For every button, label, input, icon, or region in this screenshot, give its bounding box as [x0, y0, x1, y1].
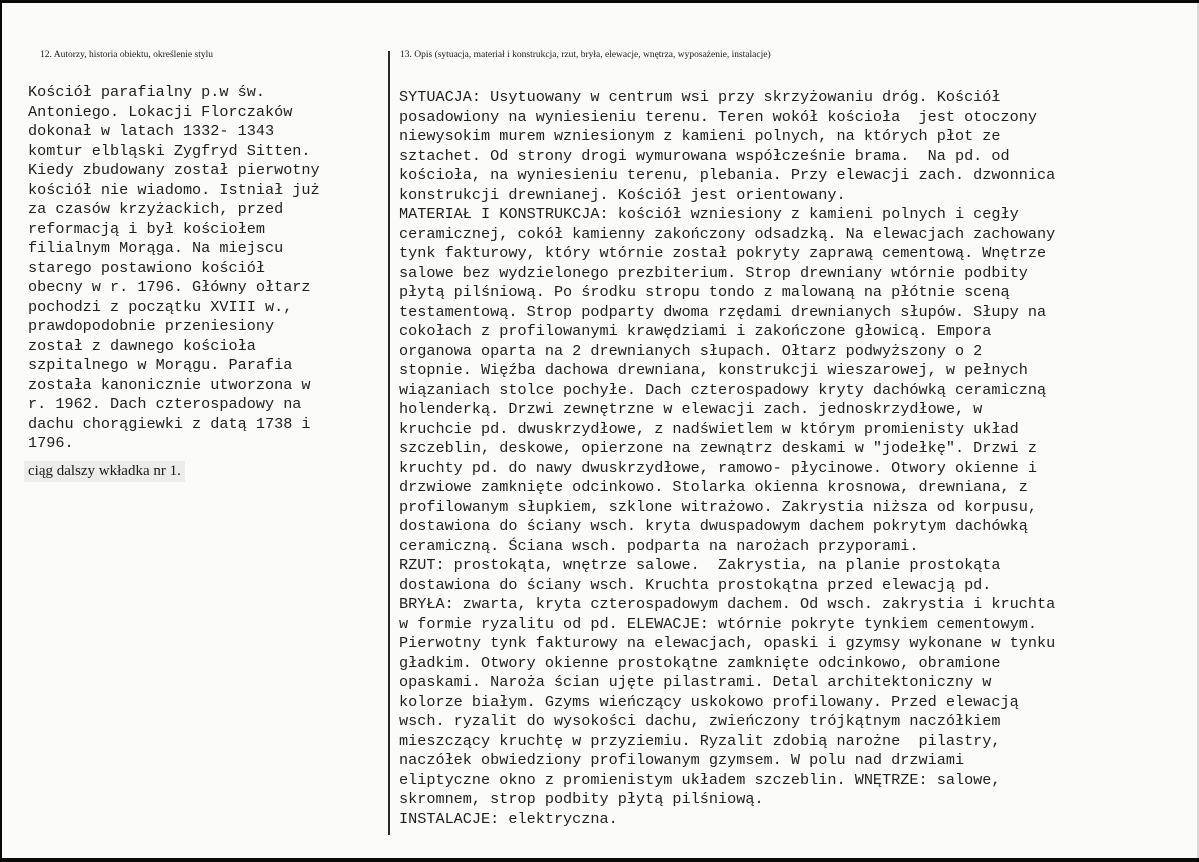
history-text: Kościół parafialny p.w św. Antoniego. Lokacji Florczaków dokonał w latach 1332- 1343 komtur elbląski Zygfryd Sitten. Kiedy zbudowany został pierwotny kościół nie wiadomo. Istniał już za czasów krzyżackich, przed reformacją i był kościołem filialnym Morąga. Na miejscu starego postawiono kościół obecny w r. 1796. Główny ołtarz pochodzi z początku XVIII w., prawdopodobnie przeniesiony został z dawnego kościoła szpitalnego w Morągu. Parafia została kanonicznie utworzona w r. 1962. Dach czterospadowy na dachu chorągiewki z datą 1738 i 1796. [28, 83, 320, 452]
history-section-header: 12. Autorzy, historia obiektu, określenie stylu [40, 50, 213, 60]
description-section-header: 13. Opis (sytuacja, materiał i konstrukcja, rzut, bryła, elewacje, wnętrza, wyposażenie, instalacje) [400, 50, 771, 60]
column-divider [388, 51, 390, 835]
record-card [2, 3, 1199, 858]
description-text: SYTUACJA: Usytuowany w centrum wsi przy skrzyżowaniu dróg. Kościół posadowiony na wyniesieniu terenu. Teren wokół kościoła jest otoczony niewysokim murem wzniesionym z kamieni polnych, na których płot ze sztachet. Od strony drogi wymurowana współcześnie brama. Na pd. od kościoła, na wyniesieniu terenu, plebania. Przy elewacji zach. dzwonnica konstrukcji drewnianej. Kościół jest orientowany. MATERIAŁ I KONSTRUKCJA: kościół wzniesiony z kamieni polnych i cegły ceramicznej, cokół kamienny zakończony odsadzką. Na elewacjach zachowany tynk fakturowy, który wtórnie został pokryty zaprawą cementową. Wnętrze salowe bez wydzielonego prezbiterium. Strop drewniany wtórnie podbity płytą pilśniową. Po środku stropu tondo z malowaną na płótnie sceną testamentową. Strop podparty dwoma rzędami drewnianych słupów. Słupy na cokołach z profilowanymi krawędziami i zakończone głowicą. Empora organowa oparta na 2 drewnianych słupach. Ołtarz podwyższony o 2 stopnie. Więźba dachowa drewniana, konstrukcji wieszarowej, w pełnych wiązaniach stolce pochyłe. Dach czterospadowy kryty dachówką ceramiczną holenderką. Drzwi zewnętrzne w elewacji zach. jednoskrzydłowe, w kruchcie pd. dwuskrzydłowe, z nadświetlem w którym promienisty układ szczeblin, deskowe, opierzone na zewnątrz deskami w "jodełkę". Drzwi z kruchty pd. do nawy dwuskrzydłowe, ramowo- płycinowe. Otwory okienne i drzwiowe zamknięte odcinkowo. Stolarka okienna krosnowa, drewniana, z profilowanym słupkiem, szklone witrażowo. Zakrystia niższa od korpusu, dostawiona do ściany wsch. kryta dwuspadowym dachem pokrytym dachówką ceramiczną. Ściana wsch. podparta na narożach przyporami. RZUT: prostokąta, wnętrze salowe. Zakrystia, na planie prostokąta dostawiona do ściany wsch. Kruchta prostokątna przed elewacją pd. BRYŁA: zwarta, kryta czterospadowym dachem. Od wsch. zakrystia i kruchta w formie ryzalitu od pd. ELEWACJE: wtórnie pokryte tynkiem cementowym. Pierwotny tynk fakturowy na elewacjach, opaski i gzymsy wykonane w tynku gładkim. Otwory okienne prostokątne zamknięte odcinkowo, obramione opaskami. Naroża ścian ujęte pilastrami. Detal architektoniczny w kolorze białym. Gzyms wieńczący uskokowo profilowany. Przed elewacją wsch. ryzalit do wysokości dachu, zwieńczony trójkątnym naczółkiem mieszczący kruchtę w przyziemiu. Ryzalit zdobią narożne pilastry, naczółek obwiedziony profilowanym gzymsem. W polu nad drzwiami eliptyczne okno z promienistym układem szczeblin. WNĘTRZE: salowe, skromnem, strop podbity płytą pilśniową. INSTALACJE: elektryczna. [399, 88, 1056, 828]
continuation-note: ciąg dalszy wkładka nr 1. [24, 461, 185, 482]
